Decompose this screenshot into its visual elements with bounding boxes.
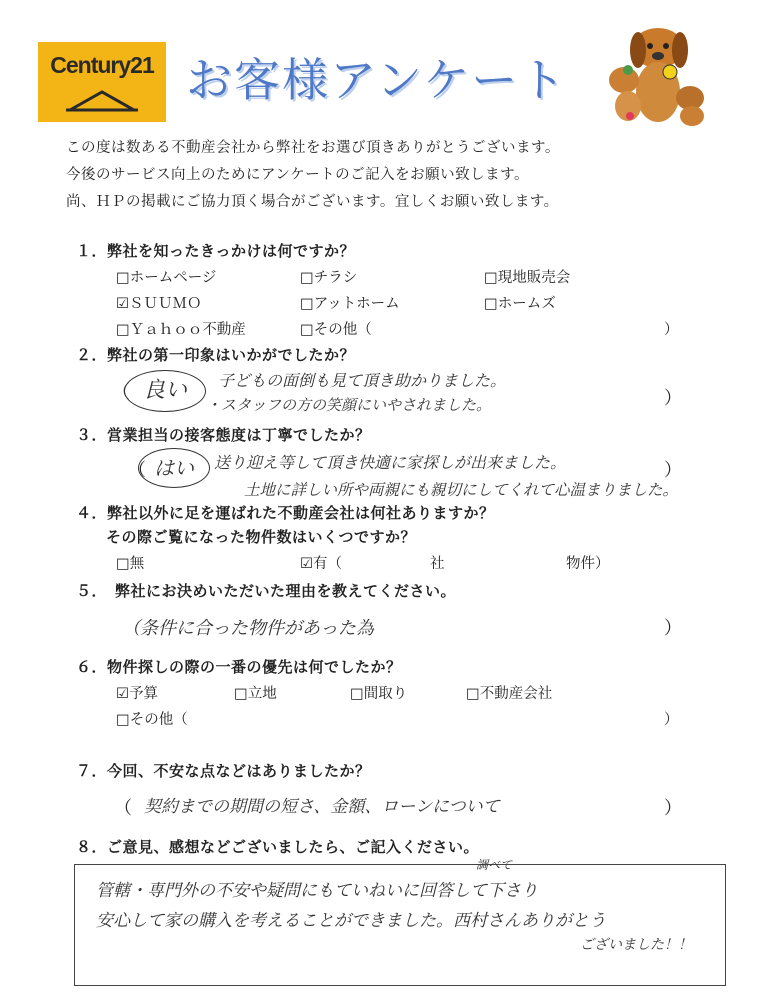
q1-option-homepage[interactable]: □ホームページ <box>116 270 217 286</box>
q7-answer: 契約までの期間の短さ、金額、ローンについて <box>144 797 500 817</box>
intro-line-2: 今後のサービス向上のためにアンケートのご記入をお願い致します。 <box>66 167 529 183</box>
q1-option-onsite-sale[interactable]: □現地販売会 <box>484 270 571 286</box>
q7-close-paren: ） <box>664 798 682 819</box>
q1-question: １．弊社を知ったきっかけは何ですか？ <box>76 242 356 260</box>
q7-open-paren: （ <box>114 798 132 819</box>
q6-other-close: ） <box>664 712 679 728</box>
q8-answer-line-3: ございました！！ <box>580 937 692 953</box>
q2-close-paren: ） <box>664 388 682 409</box>
q5-answer: （条件に合った物件があった為 <box>122 618 374 639</box>
q1-option-suumo[interactable]: ☑ＳＵＵＭＯ <box>116 296 202 312</box>
q3-answer-line-1: 送り迎え等して頂き快適に家探しが出来ました。 <box>214 453 567 472</box>
house-logo-icon <box>66 84 138 112</box>
q4-unit-company: 社 <box>430 556 445 572</box>
q5-close-paren: ） <box>664 618 682 639</box>
logo-name: Century21 <box>50 52 154 78</box>
q2-question: ２．弊社の第一印象はいかがでしたか？ <box>76 346 356 364</box>
intro-line-3: 尚、ＨＰの掲載にご協力頂く場合がございます。宜しくお願い致します。 <box>66 194 559 210</box>
century21-logo <box>38 42 166 122</box>
q6-option-agency[interactable]: □不動産会社 <box>466 686 553 702</box>
page-title: お客様アンケート <box>186 53 568 107</box>
q3-open-paren: （ <box>128 460 146 481</box>
dog-mascot-illustration <box>600 8 710 128</box>
q8-insert-note: 調べて <box>476 858 513 872</box>
q2-circled-answer: 良い <box>124 370 206 412</box>
q6-option-other[interactable]: □その他（ <box>116 712 188 728</box>
q6-option-budget[interactable]: ☑予算 <box>116 686 158 702</box>
q1-option-yahoo[interactable]: □Ｙａｈｏｏ不動産 <box>116 322 246 338</box>
q6-option-location[interactable]: □立地 <box>234 686 277 702</box>
q1-option-athome[interactable]: □アットホーム <box>300 296 400 312</box>
q4-option-yes[interactable]: ☑有（ <box>300 556 342 572</box>
q2-open-paren: （ <box>112 382 130 403</box>
q4-option-none[interactable]: □無 <box>116 556 145 572</box>
q4-unit-property: 物件） <box>566 556 610 572</box>
q1-option-homes[interactable]: □ホームズ <box>484 296 556 312</box>
q2-answer-line-2: ・スタッフの方の笑顔にいやされました。 <box>206 396 492 414</box>
q5-question: ５． 弊社にお決めいただいた理由を教えてください。 <box>76 582 457 600</box>
q4-question: ４．弊社以外に足を運ばれた不動産会社は何社ありますか？ <box>76 504 495 522</box>
q6-option-layout[interactable]: □間取り <box>350 686 408 702</box>
q3-question: ３．営業担当の接客態度は丁寧でしたか？ <box>76 426 371 444</box>
intro-line-1: この度は数ある不動産会社から弊社をお選び頂きありがとうございます。 <box>66 140 560 156</box>
q6-question: ６．物件探しの際の一番の優先は何でしたか？ <box>76 658 402 676</box>
q3-close-paren: ） <box>664 460 682 481</box>
q4-subquestion: その際ご覧になった物件数はいくつですか？ <box>106 528 417 546</box>
q8-answer-line-1: 管轄・専門外の不安や疑問にもていねいに回答して下さり <box>96 881 538 901</box>
q1-option-flyer[interactable]: □チラシ <box>300 270 358 286</box>
q8-question: ８．ご意見、感想などございましたら、ご記入ください。 <box>76 838 480 856</box>
q3-answer-line-2: 土地に詳しい所や両親にも親切にしてくれて心温まりました。 <box>244 481 679 499</box>
q1-other-close: ） <box>664 322 679 338</box>
q7-question: ７．今回、不安な点などはありましたか？ <box>76 762 371 780</box>
q2-answer-line-1: 子どもの面倒も見て頂き助かりました。 <box>218 371 507 390</box>
q8-answer-line-2: 安心して家の購入を考えることができました。西村さんありがとう <box>96 911 606 931</box>
q3-circled-answer: はい <box>138 448 210 488</box>
q1-option-other[interactable]: □その他（ <box>300 322 372 338</box>
